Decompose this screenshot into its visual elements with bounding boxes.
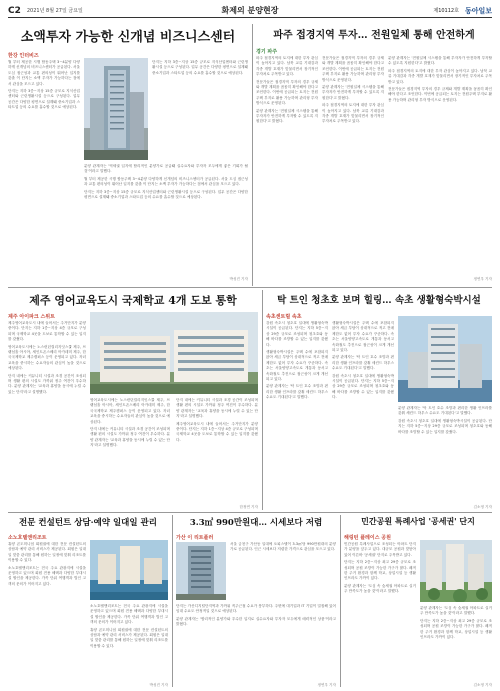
article-6-body (230, 542, 336, 600)
column-divider (172, 515, 173, 687)
page-number: C2 (8, 5, 21, 16)
article-paragraph: 파주 접경지역의 토지에 대한 투자 관심이 높아지고 있다. 남북 교류 기대감과 각종 개발 호재가 맞물리면서 장기적인 투자처로 주목받고 있다. (388, 68, 492, 84)
article-1-body-cont2 (84, 164, 248, 272)
article-paragraph: 단지는 지하 3층~지상 15층 규모로 지식산업센터와 근린생활시설 등으로 구성된다. 업무 공간은 다양한 평면으로 설계돼 중소기업과 스타트업 등의 수요를 흡수할 것으로 예상된다. (8, 89, 80, 110)
article-paragraph: 생활형숙박시설은 주택 수에 포함되지 않아 세금 부담이 상대적으로 적고 전매 제한도 없어 투자 수요가 꾸준하다. 속초는 서울양양고속도로 개통과 동서고속화철도 추진으로 접근성이 크게 개선되고 있다. (332, 321, 394, 353)
apartment-render-photo (90, 312, 258, 394)
row-divider (8, 512, 492, 513)
article-paragraph: 단지는 가산디지털단지역과 가까워 직주근접 수요가 풍부하다. 주변에 대기업과 IT 기업이 밀집해 있어 임대 수요도 안정적일 것으로 예상된다. (176, 604, 336, 614)
article-paragraph: 생활형숙박시설은 주택 수에 포함되지 않아 세금 부담이 상대적으로 적고 전매 제한도 없어 투자 수요가 꾸준하다. 속초는 서울양양고속도로 개통과 동서고속화철도 추진으로 접근성이 크게 개선되고 있다. (266, 350, 328, 382)
column-divider (340, 515, 341, 687)
article-paragraph: 분양 관계자는 '전원일체 시스템을 통해 투자자가 안전하게 투자할 수 있도록 지원한다'고 밝혔다. (388, 56, 492, 66)
article-5-tag: 소노호텔앤리조트 (8, 535, 47, 541)
article-6-tag: 가산 이 리트플러 (176, 535, 214, 541)
article-paragraph: 분양 관계자는 '전원일체 시스템을 통해 투자자가 안전하게 투자할 수 있도록 지원한다'고 밝혔다. (322, 85, 384, 100)
article-paragraph: 서울 금천구 가산동 일대에 오피스텔이 3.3㎡당 990만원대의 분양가로 공급된다. 인근 시세보다 저렴한 가격으로 관심을 모으고 있다. (230, 542, 336, 552)
article-7-body-col2 (420, 606, 492, 680)
article-2-byline: 정연우 기자 (473, 277, 492, 281)
article-paragraph: 영어교육도시에는 노스런던컬리지잇스쿨 제주, 브랭섬홀 아시아, 세인트존스베리 아카데미 제주, 한국국제학교 제주캠퍼스 등이 운영되고 있다. 자녀 교육을 중시하는 수요자들의 관심이 높을 것으로 예상된다. (90, 398, 170, 424)
article-paragraph: 단지 내에는 커뮤니티 시설과 조경 공간이 조성되며 생활 편의 시설도 가까워 정주 여건이 우수하다. 분양 관계자는 '교육과 휴양을 동시에 누릴 수 있는 단지'라고 설명했다. (176, 398, 258, 419)
building-render-photo (84, 58, 148, 160)
column-divider (262, 290, 263, 510)
article-7-byline: 김소영 기자 (473, 683, 492, 687)
article-paragraph: 단지는 지하 2층~지상 최고 29층 규모로 조성되며 공원 조망이 가능한 가구가 많다. 쾌적한 주거 환경과 함께 학교, 상업시설 등 생활 인프라도 가까이 있다. (344, 560, 416, 581)
article-paragraph: 단지 내에는 커뮤니티 시설과 조경 공간이 조성되며 생활 편의 시설도 가까워 정주 여건이 우수하다. 분양 관계자는 '교육과 휴양을 동시에 누릴 수 있는 단지'라고 설명했다. (8, 373, 86, 394)
article-paragraph: 소노호텔앤리조트는 전국 주요 관광지에 시설을 운영하고 있으며 회원 전용 혜택과 다양한 부대시설 할인을 제공한다. 가족 단위 여행객과 법인 고객의 문의가 이어지고 있다. (90, 604, 168, 625)
article-paragraph: 단지는 지하 3층~지상 15층 규모로 지식산업센터와 근린생활시설 등으로 구성된다. 업무 공간은 다양한 평면으로 설계돼 중소기업과 스타트업 등의 수요를 흡수할 것으로 예상된다. (84, 189, 248, 200)
article-3-body-col2 (90, 398, 170, 510)
article-paragraph: 단지 내에는 커뮤니티 시설과 조경 공간이 조성되며 생활 편의 시설도 가까워 정주 여건이 우수하다. 분양 관계자는 '교육과 휴양을 동시에 누릴 수 있는 단지'라고 설명했다. (90, 427, 170, 448)
article-3-body (8, 321, 86, 509)
issue-date: 2021년 8월 27일 금요일 (26, 8, 83, 14)
article-paragraph: 분양 관계자는 '탁 트인 호수 조망과 편리한 생활 인프라를 갖춰 세컨드 하우스 수요도 기대된다'고 말했다. (332, 355, 394, 371)
article-paragraph: 강원 속초시 청초호 일대에 생활형숙박시설이 공급된다. 단지는 지하 5층~지상 29층 규모로 조성되며 청초호와 동해 바다를 조망할 수 있는 입지를 갖췄다. (266, 321, 328, 347)
article-5-body-col2 (90, 604, 168, 680)
article-4-body-col2 (332, 321, 394, 509)
article-3-byline: 한정연 기자 (239, 505, 258, 509)
article-paragraph: 제주영어교육도시 내에 들어서는 주거단지가 분양 중이다. 단지는 지하 1층~지상 4층 규모로 구성되며 국제학교 4곳을 도보로 통학할 수 있는 입지를 갖췄다. (176, 421, 258, 442)
masthead (8, 4, 492, 18)
article-paragraph: 민간공원 특례사업으로 조성되는 아파트 단지가 분양을 앞두고 있다. 대규모 공원과 맞닿아 있어 이른바 '공세권' 단지로 주목받고 있다. (344, 542, 416, 557)
article-6-headline: 3.3㎡ 990만원대… 시세보다 저렴 (189, 518, 323, 528)
article-4-byline: 김소영 기자 (473, 505, 492, 509)
article-7-body (344, 542, 416, 682)
article-2-body-col3 (388, 56, 492, 276)
article-paragraph: 월 부터 제공한 시행 합동주택 3~4분양 다양하게 신개념의 비즈니스센터가 공급된다. 서울 도심 접근성과 교통 편의성이 뛰어난 입지를 갖춘 이 단지는 소액 투자가 가능하다는 점에서 관심을 모으고 있다. (8, 60, 80, 86)
article-paragraph: 휴양 콘도미니엄 회원권에 대한 전문 컨설턴트의 상담과 예약 관리 서비스가 제공된다. 회원은 일대일 맞춤 관리를 통해 원하는 일정에 맞춰 리조트를 이용할 수 있다. (8, 542, 86, 563)
section-title: 화제의 분양현장 (221, 6, 279, 15)
article-2-headline: 파주 접경지역 투자… 전원일체 통해 안전하게 (273, 30, 475, 41)
article-4-headline: 탁 트인 청초호 보며 힐링… 속초 생활형숙박시설 (277, 295, 481, 306)
article-6-byline: 정연우 기자 (317, 683, 336, 687)
article-3-tag: 제주 아이파크 스위트 (8, 314, 55, 320)
article-4-body-col3 (398, 406, 492, 502)
article-paragraph: 강원 속초시 청초호 일대에 생활형숙박시설이 공급된다. 단지는 지하 5층~지상 29층 규모로 조성되며 청초호와 동해 바다를 조망할 수 있는 입지를 갖췄다. (398, 418, 492, 434)
article-1-body (8, 60, 80, 280)
article-paragraph: 분양 관계자는 '탁 트인 호수 조망과 편리한 생활 인프라를 갖춰 세컨드 하우스 수요도 기대된다'고 말했다. (266, 384, 328, 400)
article-4-tag: 속초센트럴 속초 (266, 314, 302, 320)
park-apartment-photo (420, 540, 492, 602)
article-paragraph: 소노호텔앤리조트는 전국 주요 관광지에 시설을 운영하고 있으며 회원 전용 혜택과 다양한 부대시설 할인을 제공한다. 가족 단위 여행객과 법인 고객의 문의가 이어지고 있다. (8, 565, 86, 586)
resort-tower-photo (398, 316, 492, 402)
article-6-body-col2 (176, 604, 336, 680)
newspaper-logo: 동아일보 (464, 6, 492, 15)
officetel-render-photo (176, 542, 226, 600)
article-paragraph: 단지는 지하 3층~지상 15층 규모로 지식산업센터와 근린생활시설 등으로 구성된다. 업무 공간은 다양한 평면으로 설계돼 중소기업과 스타트업 등의 수요를 흡수할 것으로 예상된다. (152, 60, 248, 75)
article-1-headline: 소액투자 가능한 신개념 비즈니스센터 (20, 30, 236, 45)
article-5-body (8, 542, 86, 682)
article-7-tag: 해링턴 플레이스 공원 (344, 535, 391, 541)
article-1-body-cont (152, 60, 248, 152)
article-paragraph: 분양 관계자는 '탁 트인 호수 조망과 편리한 생활 인프라를 갖춰 세컨드 하우스 수요도 기대된다'고 말했다. (398, 406, 492, 416)
article-paragraph: 전문가들은 접경지역 투자의 경우 규제와 개발 계획을 꼼꼼히 확인해야 한다고 조언한다. 이번에 공급되는 토지는 전원주택 부지로 활용 가능하며 관리형 투자 방식으로 운영된다. (256, 79, 318, 106)
article-2-body (256, 56, 318, 276)
row-divider (8, 287, 492, 288)
article-paragraph: 영어교육도시에는 노스런던컬리지잇스쿨 제주, 브랭섬홀 아시아, 세인트존스베리 아카데미 제주, 한국국제학교 제주캠퍼스 등이 운영되고 있다. 자녀 교육을 중시하는 수요자들의 관심이 높을 것으로 예상된다. (8, 344, 86, 371)
article-5-headline: 전문 컨설턴트 상담·예약 일대일 관리 (19, 518, 157, 528)
article-paragraph: 분양 관계자는 '역세권 입지에 합리적인 분양가로 공급돼 실수요자와 투자자 모두에게 좋은 기회가 될 것'이라고 말했다. (84, 164, 248, 174)
article-paragraph: 분양 관계자는 '전원일체 시스템을 통해 투자자가 안전하게 투자할 수 있도록 지원한다'고 밝혔다. (256, 108, 318, 124)
column-divider (252, 24, 253, 286)
article-paragraph: 월 부터 제공한 시행 합동주택 3~4분양 다양하게 신개념의 비즈니스센터가 공급된다. 서울 도심 접근성과 교통 편의성이 뛰어난 입지를 갖춘 이 단지는 소액 투자가 가능하다는 점에서 관심을 모으고 있다. (84, 176, 248, 187)
article-paragraph: 분양 관계자는 '합리적인 분양가와 우수한 입지로 실수요자와 투자자 모두에게 매력적인 상품'이라고 밝혔다. (176, 616, 336, 627)
issue-number: 제10112호 (433, 8, 459, 14)
article-paragraph: 전문가들은 접경지역 투자의 경우 규제와 개발 계획을 꼼꼼히 확인해야 한다고 조언한다. 이번에 공급되는 토지는 전원주택 부지로 활용 가능하며 관리형 투자 방식으로 운영된다. (388, 87, 492, 102)
article-paragraph: 제주영어교육도시 내에 들어서는 주거단지가 분양 중이다. 단지는 지하 1층~지상 4층 규모로 구성되며 국제학교 4곳을 도보로 통학할 수 있는 입지를 갖췄다. (8, 321, 86, 342)
article-paragraph: 분양 관계자는 '도심 속 숲세권 아파트로 실거주 만족도가 높을 것'이라고 말했다. (420, 606, 492, 616)
article-2-body-col2 (322, 56, 384, 276)
article-paragraph: 파주 접경지역의 토지에 대한 투자 관심이 높아지고 있다. 남북 교류 기대감과 각종 개발 호재가 맞물리면서 장기적인 투자처로 주목받고 있다. (322, 103, 384, 124)
article-7-headline: 민간공원 특례사업 '공세권' 단지 (361, 516, 475, 526)
article-4-body (266, 321, 328, 509)
article-paragraph: 단지는 지하 2층~지상 최고 29층 규모로 조성되며 공원 조망이 가능한 가구가 많다. 쾌적한 주거 환경과 함께 학교, 상업시설 등 생활 인프라도 가까이 있다. (420, 618, 492, 640)
article-paragraph: 강원 속초시 청초호 일대에 생활형숙박시설이 공급된다. 단지는 지하 5층~지상 29층 규모로 조성되며 청초호와 동해 바다를 조망할 수 있는 입지를 갖췄다. (332, 373, 394, 400)
article-2-tag: 경기 파주 (256, 49, 278, 55)
resort-photo (90, 540, 168, 600)
article-paragraph: 분양 관계자는 '도심 속 숲세권 아파트로 실거주 만족도가 높을 것'이라고 말했다. (344, 583, 416, 594)
article-paragraph: 전문가들은 접경지역 투자의 경우 규제와 개발 계획을 꼼꼼히 확인해야 한다고 조언한다. 이번에 공급되는 토지는 전원주택 부지로 활용 가능하며 관리형 투자 방식으로 운영된다. (322, 56, 384, 82)
article-1-tag: 한강 인터비즈 (8, 53, 39, 59)
article-3-body-col3 (176, 398, 258, 502)
article-paragraph: 파주 접경지역의 토지에 대한 투자 관심이 높아지고 있다. 남북 교류 기대감과 각종 개발 호재가 맞물리면서 장기적인 투자처로 주목받고 있다. (256, 56, 318, 77)
article-5-byline: 박성진 기자 (149, 683, 168, 687)
article-paragraph: 휴양 콘도미니엄 회원권에 대한 전문 컨설턴트의 상담과 예약 관리 서비스가 제공된다. 회원은 일대일 맞춤 관리를 통해 원하는 일정에 맞춰 리조트를 이용할 수 있다. (90, 627, 168, 648)
article-3-headline: 제주 영어교육도시 국제학교 4개 도보 통학 (29, 294, 237, 307)
article-1-byline: 박성진 기자 (229, 277, 248, 281)
